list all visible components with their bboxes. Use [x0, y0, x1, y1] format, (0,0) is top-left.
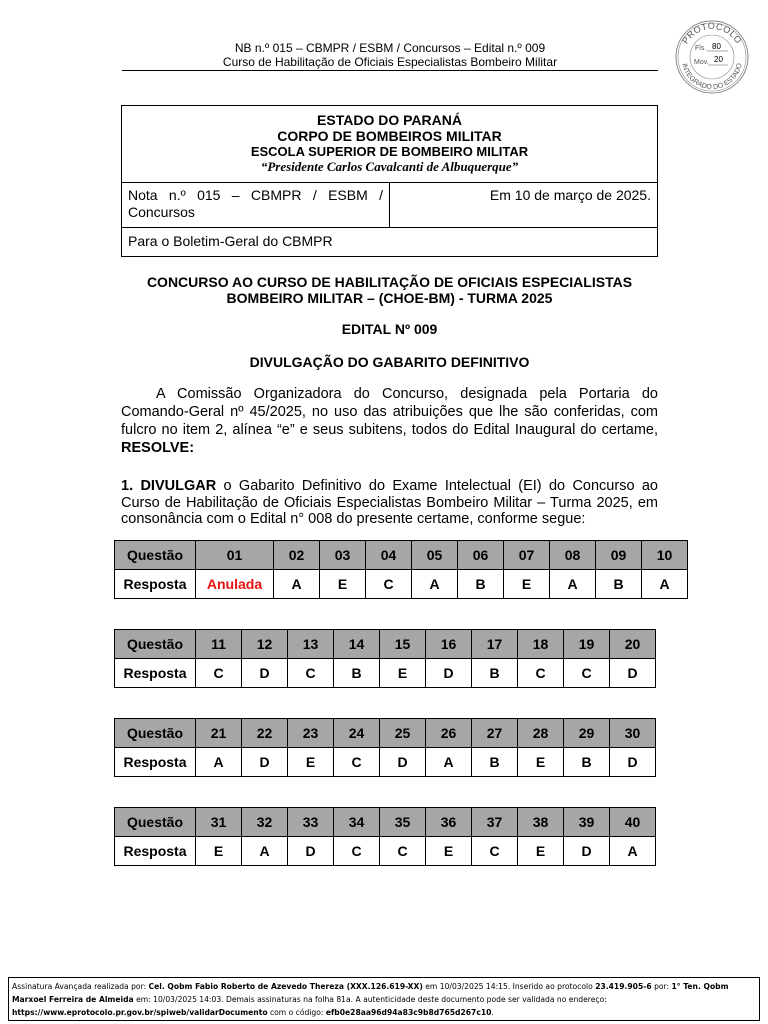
org-honoree: “Presidente Carlos Cavalcanti de Albuquerque” — [260, 159, 519, 174]
answer-value: C — [564, 659, 610, 688]
question-number: 21 — [196, 719, 242, 748]
answer-value: C — [196, 659, 242, 688]
answer-value: A — [642, 570, 688, 599]
stamp-mov-label: Mov. — [694, 59, 709, 66]
question-number: 09 — [596, 541, 642, 570]
footer-protocol-number: 23.419.905-6 — [595, 982, 652, 991]
question-number: 40 — [610, 808, 656, 837]
answer-value: A — [412, 570, 458, 599]
org-state: ESTADO DO PARANÁ — [317, 112, 462, 128]
answer-value: D — [288, 837, 334, 866]
question-number: 19 — [564, 630, 610, 659]
answer-key-table-4 — [114, 807, 656, 866]
question-number: 34 — [334, 808, 380, 837]
doc-subject: DIVULGAÇÃO DO GABARITO DEFINITIVO — [249, 354, 530, 370]
answer-value: B — [596, 570, 642, 599]
item-1-paragraph — [121, 478, 658, 528]
question-number: 25 — [380, 719, 426, 748]
answer-label: Resposta — [115, 659, 196, 688]
question-number: 08 — [550, 541, 596, 570]
answer-value: D — [242, 659, 288, 688]
answer-value: A — [550, 570, 596, 599]
answer-value: D — [610, 659, 656, 688]
answer-row — [115, 570, 688, 599]
question-number: 38 — [518, 808, 564, 837]
header-line-2: Curso de Habilitação de Oficiais Especialistas Bombeiro Militar — [222, 55, 558, 69]
footer-inserted-by: 1° Ten. Qobm Marxoel Ferreira de Almeida — [12, 982, 729, 1004]
question-label: Questão — [115, 630, 196, 659]
footer-text: . — [491, 1008, 494, 1017]
letterhead-box — [121, 105, 658, 257]
answer-value: E — [288, 748, 334, 777]
footer-validation-link[interactable]: https://www.eprotocolo.pr.gov.br/spiweb/validarDocumento — [12, 1008, 268, 1017]
answer-row — [115, 748, 656, 777]
question-number: 10 — [642, 541, 688, 570]
question-number: 33 — [288, 808, 334, 837]
letterhead-org — [122, 106, 657, 183]
question-row — [115, 808, 656, 837]
question-label: Questão — [115, 808, 196, 837]
intro-text: A Comissão Organizadora do Concurso, designada pela Portaria do Comando-Geral nº 45/2025, no uso das atribuições que lhe são conferidas, com fulcro no item 2, alínea “e” e seus subitens, todos do Edital Inaugural do certame, — [121, 386, 658, 438]
note-number: Nota n.º 015 – CBMPR / ESBM / Concursos — [122, 183, 390, 227]
answer-row — [115, 837, 656, 866]
footer-text: Assinatura Avançada realizada por: — [12, 982, 149, 991]
question-number: 36 — [426, 808, 472, 837]
question-number: 07 — [504, 541, 550, 570]
org-school: ESCOLA SUPERIOR DE BOMBEIRO MILITAR — [250, 144, 529, 159]
footer-text: por: — [651, 982, 672, 991]
question-number: 26 — [426, 719, 472, 748]
edital-number: EDITAL Nº 009 — [341, 321, 438, 337]
answer-value: C — [366, 570, 412, 599]
answer-value: D — [380, 748, 426, 777]
stamp-fls-value: 80 — [712, 42, 721, 51]
question-label: Questão — [115, 719, 196, 748]
answer-key-table-3 — [114, 718, 656, 777]
answer-value: C — [472, 837, 518, 866]
answer-key-table-1 — [114, 540, 688, 599]
org-corps: CORPO DE BOMBEIROS MILITAR — [277, 128, 502, 144]
question-number: 24 — [334, 719, 380, 748]
signature-footer — [8, 977, 760, 1021]
question-number: 14 — [334, 630, 380, 659]
answer-value: B — [472, 659, 518, 688]
answer-value: D — [426, 659, 472, 688]
question-number: 05 — [412, 541, 458, 570]
question-row — [115, 719, 656, 748]
answer-key-table-2 — [114, 629, 656, 688]
doc-title-line-1: CONCURSO AO CURSO DE HABILITAÇÃO DE OFICIAIS ESPECIALISTAS — [146, 274, 633, 290]
question-number: 23 — [288, 719, 334, 748]
answer-label: Resposta — [115, 837, 196, 866]
question-number: 22 — [242, 719, 288, 748]
item-1-text: o Gabarito Definitivo do Exame Intelectual (EI) do Concurso ao Curso de Habilitação de Oficiais Especialistas Bombeiro Militar – Turma 2025, em consonância com o Edital n° 008 do presente certame, conforme segue: — [121, 478, 658, 527]
question-number: 27 — [472, 719, 518, 748]
header-line-1: NB n.º 015 – CBMPR / ESBM / Concursos – Edital n.º 009 — [234, 41, 546, 55]
answer-value: C — [518, 659, 564, 688]
resolve-label: RESOLVE: — [121, 440, 195, 456]
answer-value: A — [196, 748, 242, 777]
answer-value: B — [472, 748, 518, 777]
answer-value: C — [334, 837, 380, 866]
footer-text: com o código: — [267, 1008, 326, 1017]
answer-label: Resposta — [115, 570, 196, 599]
question-number: 37 — [472, 808, 518, 837]
question-number: 04 — [366, 541, 412, 570]
answer-value: D — [610, 748, 656, 777]
question-number: 16 — [426, 630, 472, 659]
question-number: 01 — [196, 541, 274, 570]
answer-label: Resposta — [115, 748, 196, 777]
answer-value: D — [242, 748, 288, 777]
answer-value: C — [380, 837, 426, 866]
answer-value: E — [196, 837, 242, 866]
footer-signer: Cel. Qobm Fabio Roberto de Azevedo Thereza (XXX.126.619-XX) — [148, 982, 423, 991]
stamp-arc-top: PROTOCOLO — [680, 20, 744, 46]
question-label: Questão — [115, 541, 196, 570]
stamp-arc-bottom: INTEGRADO DO ESTADO — [680, 62, 744, 92]
item-1-lead: 1. DIVULGAR — [121, 478, 217, 494]
document-header — [122, 41, 658, 71]
doc-title — [121, 274, 658, 306]
question-number: 12 — [242, 630, 288, 659]
question-number: 02 — [274, 541, 320, 570]
answer-value: E — [380, 659, 426, 688]
answer-value: B — [334, 659, 380, 688]
question-number: 06 — [458, 541, 504, 570]
answer-annulled: Anulada — [196, 570, 274, 599]
question-number: 20 — [610, 630, 656, 659]
question-number: 03 — [320, 541, 366, 570]
answer-value: E — [426, 837, 472, 866]
answer-value: A — [242, 837, 288, 866]
answer-value: E — [320, 570, 366, 599]
question-number: 35 — [380, 808, 426, 837]
question-number: 32 — [242, 808, 288, 837]
answer-value: E — [504, 570, 550, 599]
question-number: 29 — [564, 719, 610, 748]
question-number: 31 — [196, 808, 242, 837]
answer-value: B — [458, 570, 504, 599]
note-destination: Para o Boletim-Geral do CBMPR — [128, 233, 333, 249]
answer-value: C — [334, 748, 380, 777]
question-number: 18 — [518, 630, 564, 659]
question-row — [115, 541, 688, 570]
answer-value: E — [518, 748, 564, 777]
question-number: 17 — [472, 630, 518, 659]
footer-text: em: 10/03/2025 14:03. Demais assinaturas na folha 81a. A autenticidade deste documento pode ser validada no endereço: — [133, 995, 607, 1004]
question-number: 30 — [610, 719, 656, 748]
question-row — [115, 630, 656, 659]
answer-row — [115, 659, 656, 688]
question-number: 13 — [288, 630, 334, 659]
stamp-fls-label: Fls. — [695, 45, 707, 52]
answer-value: E — [518, 837, 564, 866]
answer-value: D — [564, 837, 610, 866]
footer-text: em 10/03/2025 14:15. Inserido ao protocolo — [422, 982, 596, 991]
question-number: 11 — [196, 630, 242, 659]
stamp-mov-value: 20 — [714, 55, 723, 64]
note-date: Em 10 de março de 2025. — [489, 187, 651, 203]
question-number: 28 — [518, 719, 564, 748]
doc-title-line-2: BOMBEIRO MILITAR – (CHOE-BM) - TURMA 2025 — [226, 290, 553, 306]
question-number: 15 — [380, 630, 426, 659]
question-number: 39 — [564, 808, 610, 837]
answer-value: C — [288, 659, 334, 688]
note-row — [122, 183, 657, 228]
answer-value: A — [426, 748, 472, 777]
intro-paragraph — [121, 385, 658, 457]
answer-value: A — [610, 837, 656, 866]
protocol-stamp — [674, 19, 750, 95]
answer-value: A — [274, 570, 320, 599]
answer-value: B — [564, 748, 610, 777]
footer-validation-code: efb0e28aa96d94a83c9b8d765d267c10 — [325, 1008, 492, 1017]
